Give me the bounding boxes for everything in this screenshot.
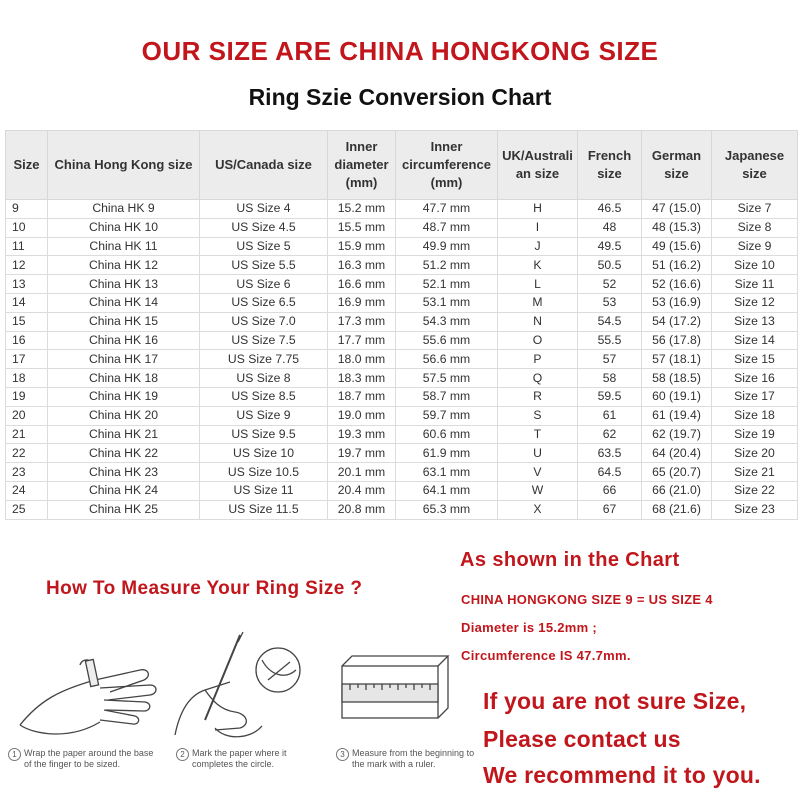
table-cell: Size 17 (712, 387, 798, 406)
column-header: Size (6, 131, 48, 200)
column-header: German size (642, 131, 712, 200)
table-cell: Size 15 (712, 350, 798, 369)
table-cell: 18.0 mm (328, 350, 396, 369)
table-row (6, 350, 798, 369)
table-cell: China HK 23 (48, 463, 200, 482)
table-cell: China HK 14 (48, 293, 200, 312)
table-cell: US Size 10.5 (200, 463, 328, 482)
table-cell: 54.3 mm (396, 312, 498, 331)
table-cell: 46.5 (578, 200, 642, 219)
table-cell: 19.3 mm (328, 425, 396, 444)
table-cell: 14 (6, 293, 48, 312)
table-cell: US Size 11 (200, 481, 328, 500)
table-cell: 59.5 (578, 387, 642, 406)
table-cell: Size 20 (712, 444, 798, 463)
table-row (6, 406, 798, 425)
table-cell: 64 (20.4) (642, 444, 712, 463)
table-cell: US Size 4 (200, 200, 328, 219)
pen-mark-icon (175, 632, 300, 737)
table-cell: 58.7 mm (396, 387, 498, 406)
table-cell: 59.7 mm (396, 406, 498, 425)
table-cell: 53 (16.9) (642, 293, 712, 312)
table-cell: 21 (6, 425, 48, 444)
table-cell: Size 13 (712, 312, 798, 331)
table-cell: 54.5 (578, 312, 642, 331)
table-cell: H (498, 200, 578, 219)
table-row (6, 256, 798, 275)
table-cell: 20 (6, 406, 48, 425)
table-row (6, 312, 798, 331)
table-cell: 49 (15.6) (642, 237, 712, 256)
table-cell: 20.1 mm (328, 463, 396, 482)
table-cell: I (498, 218, 578, 237)
table-cell: US Size 4.5 (200, 218, 328, 237)
table-cell: Size 16 (712, 369, 798, 388)
table-cell: 65.3 mm (396, 500, 498, 519)
column-header: Inner circumference (mm) (396, 131, 498, 200)
table-cell: J (498, 237, 578, 256)
table-cell: US Size 6.5 (200, 293, 328, 312)
table-cell: US Size 10 (200, 444, 328, 463)
contact-line-3: We recommend it to you. (483, 762, 761, 788)
table-cell: US Size 6 (200, 275, 328, 294)
table-cell: 20.4 mm (328, 481, 396, 500)
table-cell: 57.5 mm (396, 369, 498, 388)
table-cell: 55.5 (578, 331, 642, 350)
table-cell: X (498, 500, 578, 519)
table-cell: China HK 9 (48, 200, 200, 219)
table-cell: 17 (6, 350, 48, 369)
table-cell: 13 (6, 275, 48, 294)
step-2 (176, 748, 310, 770)
table-cell: Size 12 (712, 293, 798, 312)
table-cell: 64.5 (578, 463, 642, 482)
table-cell: 24 (6, 481, 48, 500)
table-cell: 49.9 mm (396, 237, 498, 256)
table-cell: M (498, 293, 578, 312)
table-cell: Size 22 (712, 481, 798, 500)
table-cell: 19.7 mm (328, 444, 396, 463)
example-line-3: Circumference IS 47.7mm. (461, 648, 631, 663)
table-cell: 23 (6, 463, 48, 482)
table-cell: US Size 9 (200, 406, 328, 425)
table-cell: Size 21 (712, 463, 798, 482)
table-cell: Size 11 (712, 275, 798, 294)
table-cell: V (498, 463, 578, 482)
table-cell: 63.5 (578, 444, 642, 463)
table-cell: 56.6 mm (396, 350, 498, 369)
table-cell: Q (498, 369, 578, 388)
table-cell: 61.9 mm (396, 444, 498, 463)
measuring-steps-illustration (0, 630, 470, 750)
table-cell: 53.1 mm (396, 293, 498, 312)
chart-title: Ring Szie Conversion Chart (248, 84, 552, 110)
table-cell: 52 (16.6) (642, 275, 712, 294)
table-cell: W (498, 481, 578, 500)
table-cell: U (498, 444, 578, 463)
column-header: UK/Australi an size (498, 131, 578, 200)
table-cell: 49.5 (578, 237, 642, 256)
table-cell: China HK 19 (48, 387, 200, 406)
table-row (6, 275, 798, 294)
table-cell: 17.3 mm (328, 312, 396, 331)
table-row (6, 200, 798, 219)
table-cell: N (498, 312, 578, 331)
contact-line-1: If you are not sure Size, (483, 688, 747, 714)
table-cell: 55.6 mm (396, 331, 498, 350)
table-cell: 15.2 mm (328, 200, 396, 219)
table-cell: China HK 13 (48, 275, 200, 294)
table-cell: 64.1 mm (396, 481, 498, 500)
table-cell: China HK 15 (48, 312, 200, 331)
table-row (6, 237, 798, 256)
table-cell: 20.8 mm (328, 500, 396, 519)
table-cell: 50.5 (578, 256, 642, 275)
table-cell: US Size 11.5 (200, 500, 328, 519)
table-cell: 47.7 mm (396, 200, 498, 219)
table-cell: 48.7 mm (396, 218, 498, 237)
step-3 (336, 748, 477, 770)
table-cell: Size 8 (712, 218, 798, 237)
step-text: Wrap the paper around the base of the finger to be sized. (24, 748, 154, 769)
table-cell: China HK 17 (48, 350, 200, 369)
table-cell: US Size 5.5 (200, 256, 328, 275)
table-row (6, 218, 798, 237)
table-cell: R (498, 387, 578, 406)
headline: OUR SIZE ARE CHINA HONGKONG SIZE (141, 36, 659, 66)
table-cell: China HK 16 (48, 331, 200, 350)
table-cell: China HK 24 (48, 481, 200, 500)
table-cell: 58 (578, 369, 642, 388)
table-cell: 25 (6, 500, 48, 519)
table-cell: 62 (19.7) (642, 425, 712, 444)
table-cell: 67 (578, 500, 642, 519)
table-cell: 51 (16.2) (642, 256, 712, 275)
table-header-row (6, 131, 798, 200)
table-cell: 52 (578, 275, 642, 294)
table-cell: 12 (6, 256, 48, 275)
table-cell: 57 (18.1) (642, 350, 712, 369)
column-header: US/Canada size (200, 131, 328, 200)
table-row (6, 500, 798, 519)
table-cell: 15 (6, 312, 48, 331)
table-row (6, 444, 798, 463)
table-cell: US Size 9.5 (200, 425, 328, 444)
table-cell: 15.5 mm (328, 218, 396, 237)
table-cell: 19 (6, 387, 48, 406)
example-title: As shown in the Chart (460, 549, 680, 571)
table-cell: 18.7 mm (328, 387, 396, 406)
table-cell: 18 (6, 369, 48, 388)
size-conversion-table (5, 130, 798, 520)
table-row (6, 369, 798, 388)
column-header: China Hong Kong size (48, 131, 200, 200)
hand-wrap-icon (20, 659, 156, 734)
table-cell: Size 19 (712, 425, 798, 444)
table-cell: China HK 25 (48, 500, 200, 519)
ruler-icon (342, 656, 448, 718)
table-cell: L (498, 275, 578, 294)
table-cell: 57 (578, 350, 642, 369)
table-cell: US Size 7.0 (200, 312, 328, 331)
table-cell: 66 (21.0) (642, 481, 712, 500)
table-cell: 51.2 mm (396, 256, 498, 275)
table-cell: 60 (19.1) (642, 387, 712, 406)
table-row (6, 481, 798, 500)
table-cell: 58 (18.5) (642, 369, 712, 388)
table-cell: 62 (578, 425, 642, 444)
table-cell: Size 10 (712, 256, 798, 275)
table-cell: 19.0 mm (328, 406, 396, 425)
example-line-1: CHINA HONGKONG SIZE 9 = US SIZE 4 (461, 592, 713, 607)
table-cell: 16.6 mm (328, 275, 396, 294)
table-cell: 48 (578, 218, 642, 237)
step-number: 3 (336, 748, 349, 761)
table-cell: 16.3 mm (328, 256, 396, 275)
table-cell: 65 (20.7) (642, 463, 712, 482)
table-cell: 10 (6, 218, 48, 237)
table-cell: US Size 8 (200, 369, 328, 388)
table-cell: K (498, 256, 578, 275)
table-cell: China HK 22 (48, 444, 200, 463)
table-cell: 63.1 mm (396, 463, 498, 482)
table-cell: Size 23 (712, 500, 798, 519)
contact-line-2: Please contact us (483, 726, 681, 752)
how-to-measure-title: How To Measure Your Ring Size ? (46, 578, 363, 599)
table-cell: 54 (17.2) (642, 312, 712, 331)
table-cell: Size 18 (712, 406, 798, 425)
table-cell: China HK 12 (48, 256, 200, 275)
table-cell: China HK 20 (48, 406, 200, 425)
example-line-2: Diameter is 15.2mm ; (461, 620, 598, 635)
table-cell: 61 (19.4) (642, 406, 712, 425)
column-header: French size (578, 131, 642, 200)
table-row (6, 331, 798, 350)
table-cell: 66 (578, 481, 642, 500)
step-1 (8, 748, 159, 770)
column-header: Japanese size (712, 131, 798, 200)
table-cell: P (498, 350, 578, 369)
table-cell: Size 9 (712, 237, 798, 256)
table-cell: 48 (15.3) (642, 218, 712, 237)
table-cell: China HK 21 (48, 425, 200, 444)
column-header: Inner diameter (mm) (328, 131, 396, 200)
step-number: 2 (176, 748, 189, 761)
table-cell: China HK 11 (48, 237, 200, 256)
table-cell: T (498, 425, 578, 444)
step-number: 1 (8, 748, 21, 761)
table-cell: O (498, 331, 578, 350)
table-cell: 16.9 mm (328, 293, 396, 312)
table-cell: US Size 5 (200, 237, 328, 256)
table-row (6, 425, 798, 444)
table-cell: US Size 7.75 (200, 350, 328, 369)
step-text: Mark the paper where it completes the circle. (192, 748, 287, 769)
table-cell: 60.6 mm (396, 425, 498, 444)
table-row (6, 293, 798, 312)
table-cell: Size 14 (712, 331, 798, 350)
table-cell: 15.9 mm (328, 237, 396, 256)
table-cell: 22 (6, 444, 48, 463)
table-cell: 53 (578, 293, 642, 312)
table-cell: 17.7 mm (328, 331, 396, 350)
table-cell: 68 (21.6) (642, 500, 712, 519)
table-cell: Size 7 (712, 200, 798, 219)
table-cell: 11 (6, 237, 48, 256)
table-row (6, 463, 798, 482)
table-cell: 52.1 mm (396, 275, 498, 294)
table-cell: S (498, 406, 578, 425)
table-cell: 56 (17.8) (642, 331, 712, 350)
table-row (6, 387, 798, 406)
table-cell: China HK 18 (48, 369, 200, 388)
step-text: Measure from the beginning to the mark with a ruler. (352, 748, 475, 769)
table-cell: US Size 8.5 (200, 387, 328, 406)
table-cell: 9 (6, 200, 48, 219)
table-cell: 61 (578, 406, 642, 425)
table-cell: China HK 10 (48, 218, 200, 237)
table-cell: 16 (6, 331, 48, 350)
table-cell: 47 (15.0) (642, 200, 712, 219)
table-cell: US Size 7.5 (200, 331, 328, 350)
table-cell: 18.3 mm (328, 369, 396, 388)
